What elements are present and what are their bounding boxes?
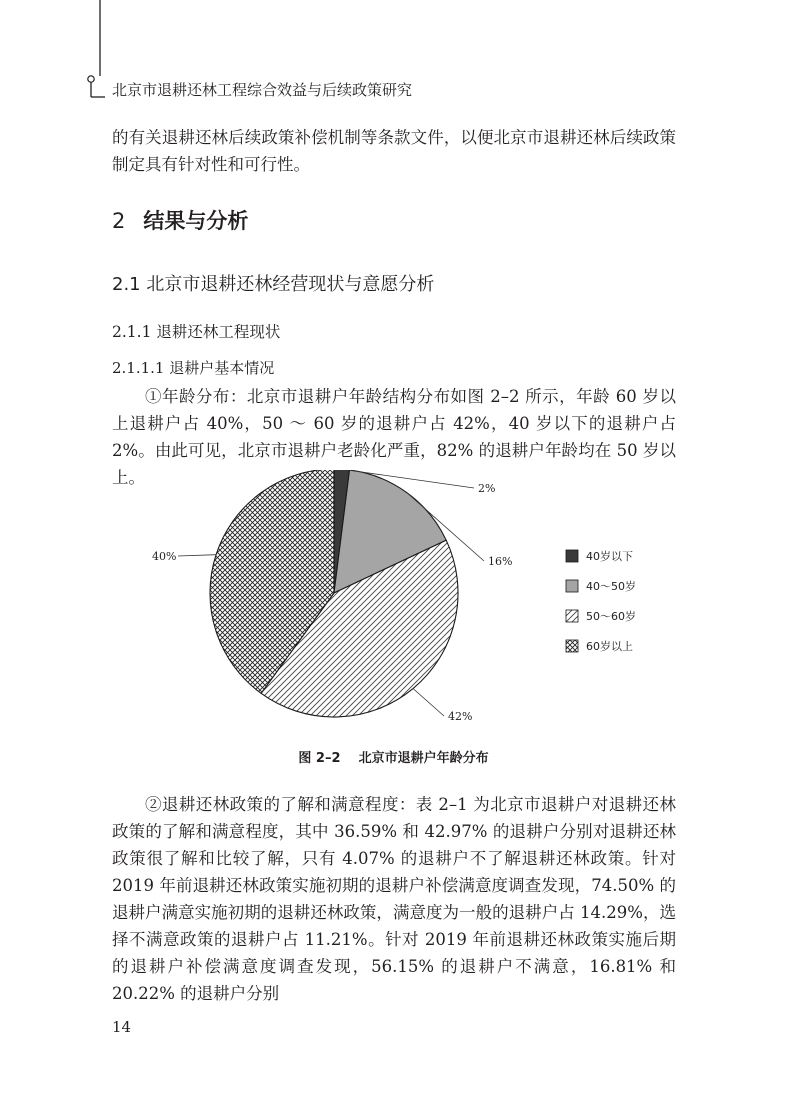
pie-label-over-60: 40% <box>152 550 177 563</box>
running-header: 北京市退耕还林工程综合效益与后续政策研究 <box>112 81 413 99</box>
pie-label-40-50: 16% <box>488 555 513 568</box>
section-title: 结果与分析 <box>143 209 249 233</box>
page-number: 14 <box>112 1018 132 1036</box>
pie-leader-50-60 <box>413 689 444 717</box>
legend-label-over-60: 60岁以上 <box>586 640 633 653</box>
legend-swatch-under-40 <box>566 550 578 562</box>
age-pie-chart <box>130 470 660 740</box>
policy-paragraph: ②退耕还林政策的了解和满意程度：表 2–1 为北京市退耕户对退耕还林政策的了解和满意程度，其中 36.59% 和 42.97% 的退耕户分别对退耕还林政策很了解和比较了解，只有 4.07% 的退耕户不了解退耕还林政策。针对 2019 年前退耕还林政策实施初期的退耕户补偿满意度调查发现，74.50% 的退耕户满意实施初期的退耕还林政策，满意度为一般的退耕户占 14.29%，选择不满意政策的退耕户占 11.21%。针对 2019 年前退耕还林政策实施后期的退耕户补偿满意度调查发现，56.15% 的退耕户不满意，16.81% 和 20.22% 的退耕户分别 <box>112 795 676 1003</box>
legend-swatch-50-60 <box>566 610 578 622</box>
section-number: 2 <box>112 209 126 233</box>
legend-swatch-40-50 <box>566 580 578 592</box>
pie-label-under-40: 2% <box>478 482 496 495</box>
figure-caption: 图 2–2 北京市退耕户年龄分布 <box>298 751 489 766</box>
pie-label-50-60: 42% <box>448 710 473 723</box>
legend-label-40-50: 40～50岁 <box>586 580 636 593</box>
age-paragraph: ①年龄分布：北京市退耕户年龄结构分布如图 2–2 所示，年龄 60 岁以上退耕户占 40%，50 ～ 60 岁的退耕户占 42%，40 岁以下的退耕户占 2%。由此可见，北京市退耕户老龄化严重，82% 的退耕户年龄均在 50 岁以上。 <box>112 387 676 487</box>
legend-label-under-40: 40岁以下 <box>586 550 633 563</box>
legend-label-50-60: 50～60岁 <box>586 610 636 623</box>
pie-leader-over-60 <box>178 555 216 556</box>
section-heading <box>112 206 248 236</box>
subsubsubsection-heading: 2.1.1.1 退耕户基本情况 <box>112 359 275 377</box>
intro-paragraph: 的有关退耕还林后续政策补偿机制等条款文件，以便北京市退耕还林后续政策制定具有针对性和可行性。 <box>112 128 676 174</box>
subsection-heading: 2.1 北京市退耕还林经营现状与意愿分析 <box>112 274 435 295</box>
legend-swatch-over-60 <box>566 640 578 652</box>
subsubsection-heading: 2.1.1 退耕还林工程现状 <box>112 323 281 341</box>
